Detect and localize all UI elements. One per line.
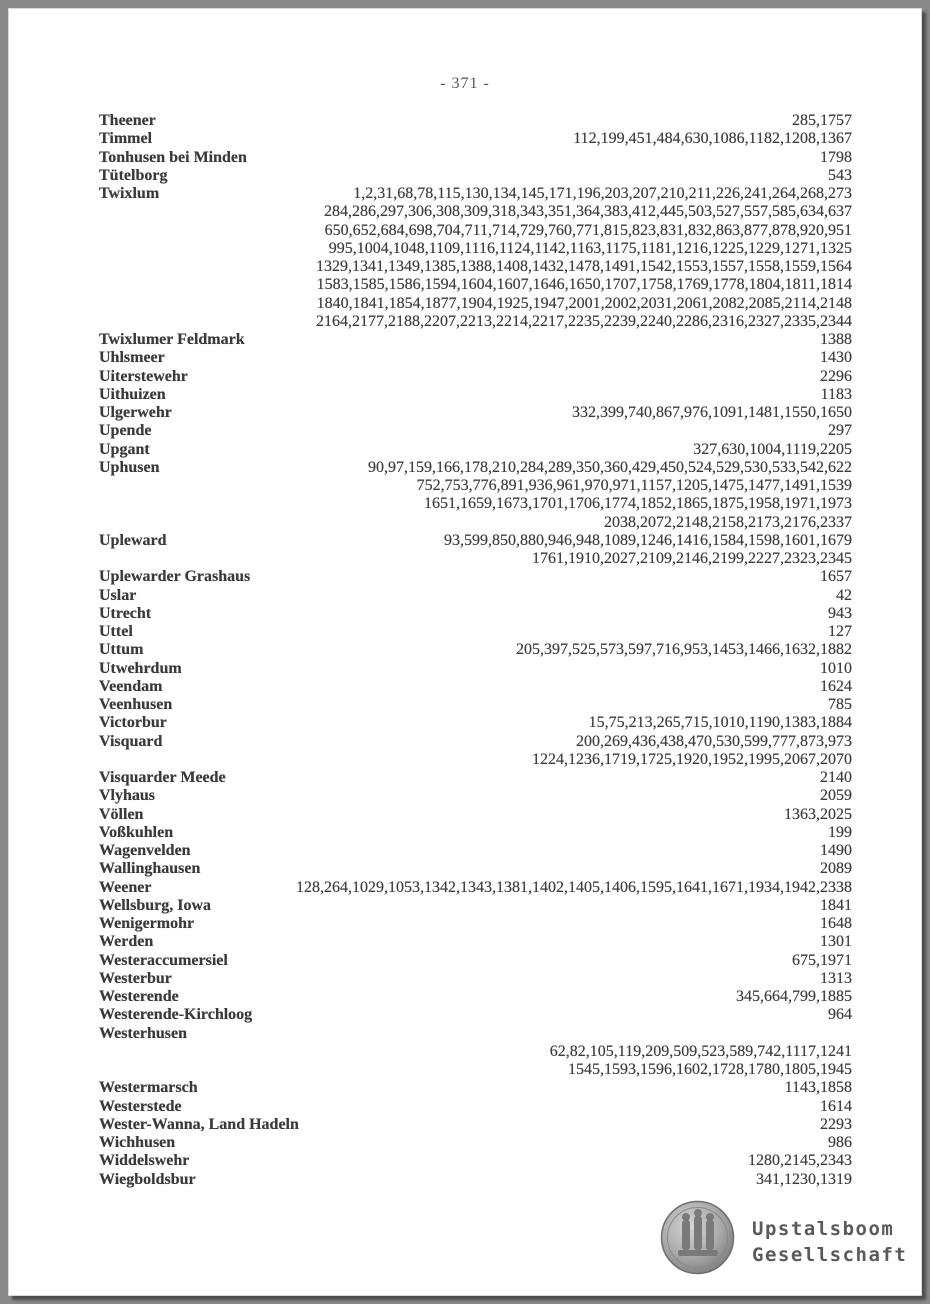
- index-entry: [99, 696, 852, 714]
- reference-line: 752,753,776,891,936,961,970,971,1157,1205,1475,1477,1491,1539: [416, 477, 852, 494]
- reference-line: 943: [828, 604, 852, 622]
- reference-numbers: [99, 167, 852, 185]
- index-entry: [99, 623, 852, 641]
- reference-numbers: [99, 806, 852, 824]
- place-name: Wenigermohr: [99, 915, 195, 932]
- reference-line: 2059: [820, 787, 852, 805]
- index-entry: [99, 824, 852, 842]
- reference-numbers: [99, 915, 852, 933]
- reference-line: 1657: [820, 568, 852, 586]
- reference-line: 1651,1659,1673,1701,1706,1774,1852,1865,1875,1958,1971,1973: [424, 495, 852, 513]
- place-name: Voßkuhlen: [99, 823, 174, 841]
- place-name: Upleward: [99, 531, 167, 549]
- reference-line: 1614: [820, 1097, 852, 1115]
- reference-line: 1545,1593,1596,1602,1728,1780,1805,1945: [568, 1061, 852, 1078]
- reference-line: [99, 1025, 852, 1043]
- place-name: Westeraccumersiel: [99, 951, 228, 969]
- reference-numbers: [99, 678, 852, 696]
- reference-line: 1143,1858: [784, 1079, 852, 1097]
- page-number: - 371 -: [440, 75, 490, 92]
- place-name: Uttel: [99, 623, 133, 640]
- index-entry: [99, 1116, 852, 1134]
- index-entry: [99, 532, 852, 569]
- reference-numbers: [99, 185, 852, 331]
- reference-line: 2164,2177,2188,2207,2213,2214,2217,2235,2239,2240,2286,2316,2327,2335,2344: [316, 312, 852, 330]
- reference-line: 1798: [820, 148, 852, 166]
- reference-line: 1388: [820, 331, 852, 348]
- index-entry: [99, 1134, 852, 1152]
- index-entry: [99, 1079, 852, 1097]
- reference-numbers: [99, 1152, 852, 1170]
- reference-line: 1301: [820, 933, 852, 951]
- reference-line: 1183: [820, 385, 852, 403]
- index-entry: [99, 605, 852, 623]
- place-name: Werden: [99, 933, 154, 951]
- reference-line: 345,664,799,1885: [736, 988, 852, 1005]
- index-entry: [99, 130, 852, 148]
- reference-numbers: [99, 842, 852, 860]
- reference-numbers: [99, 623, 852, 641]
- reference-line: 1,2,31,68,78,115,130,134,145,171,196,203,207,210,211,226,241,264,268,273: [353, 185, 852, 202]
- place-name: Vlyhaus: [99, 787, 156, 805]
- index-entry: [99, 952, 852, 970]
- index-entry: [99, 1171, 852, 1189]
- index-entry: [99, 349, 852, 367]
- reference-numbers: [99, 422, 852, 440]
- place-name: Westerende-Kirchloog: [99, 1006, 253, 1024]
- index-entry: [99, 879, 852, 897]
- place-name: Utrecht: [99, 604, 152, 622]
- society-name: [752, 1216, 907, 1268]
- reference-line: 93,599,850,880,946,948,1089,1246,1416,1584,1598,1601,1679: [444, 531, 852, 549]
- place-name: Timmel: [99, 130, 153, 148]
- place-name: Weener: [99, 878, 152, 896]
- index-entry: [99, 660, 852, 678]
- reference-line: 1490: [820, 842, 852, 859]
- place-name: Twixlum: [99, 185, 160, 202]
- reference-numbers: [99, 897, 852, 915]
- reference-line: 1430: [820, 349, 852, 367]
- reference-numbers: [99, 605, 852, 623]
- index-entry: [99, 404, 852, 422]
- reference-line: 1363,2025: [784, 805, 852, 823]
- index-entry: [99, 149, 852, 167]
- index-entry: [99, 842, 852, 860]
- index-entry: [99, 331, 852, 349]
- reference-line: 1329,1341,1349,1385,1388,1408,1432,1478,1491,1542,1553,1557,1558,1559,1564: [316, 258, 852, 275]
- reference-numbers: [99, 368, 852, 386]
- index-entry: [99, 1098, 852, 1116]
- index-entry: [99, 1006, 852, 1024]
- place-name: Wallinghausen: [99, 860, 201, 878]
- index-entry: [99, 897, 852, 915]
- reference-line: 1761,1910,2027,2109,2146,2199,2227,2323,2345: [532, 550, 852, 567]
- reference-numbers: [99, 988, 852, 1006]
- reference-numbers: [99, 1079, 852, 1097]
- reference-line: 205,397,525,573,597,716,953,1453,1466,1632,1882: [516, 641, 852, 659]
- reference-line: 1841: [820, 896, 852, 914]
- reference-numbers: [99, 714, 852, 732]
- reference-line: 2293: [820, 1115, 852, 1133]
- reference-line: 62,82,105,119,209,509,523,589,742,1117,1241: [549, 1042, 852, 1060]
- reference-line: 297: [828, 422, 852, 440]
- reference-numbers: [99, 386, 852, 404]
- place-name: Wellsburg, Iowa: [99, 896, 212, 914]
- place-name: Visquarder Meede: [99, 769, 226, 786]
- reference-line: 986: [828, 1134, 852, 1151]
- place-name: Wagenvelden: [99, 842, 191, 859]
- reference-line: 1624: [820, 677, 852, 695]
- reference-numbers: [99, 933, 852, 951]
- index-entry: [99, 422, 852, 440]
- reference-numbers: [99, 879, 852, 897]
- upstalsboom-seal-icon: [660, 1200, 735, 1275]
- place-name: Westerstede: [99, 1097, 182, 1115]
- place-name: Veenhusen: [99, 696, 173, 713]
- index-entry: [99, 678, 852, 696]
- reference-line: 285,1757: [792, 112, 852, 129]
- reference-line: 90,97,159,166,178,210,284,289,350,360,429,450,524,529,530,533,542,622: [368, 458, 852, 476]
- index-entry: [99, 185, 852, 331]
- place-name: Twixlumer Feldmark: [99, 331, 245, 348]
- index-entry: [99, 641, 852, 659]
- index-entry: [99, 368, 852, 386]
- place-name: Ulgerwehr: [99, 404, 172, 421]
- reference-line: 1280,2145,2343: [748, 1152, 852, 1170]
- index-entry: [99, 568, 852, 586]
- reference-numbers: [99, 1134, 852, 1152]
- place-name: Westerhusen: [99, 1024, 187, 1042]
- reference-line: 1840,1841,1854,1877,1904,1925,1947,2001,2002,2031,2061,2082,2085,2114,2148: [316, 294, 852, 312]
- place-name: Wester-Wanna, Land Hadeln: [99, 1115, 299, 1133]
- place-name: Visquard: [99, 732, 163, 750]
- reference-line: 199: [828, 823, 852, 841]
- reference-line: 1224,1236,1719,1725,1920,1952,1995,2067,2070: [532, 750, 852, 768]
- place-name: Uphusen: [99, 458, 160, 476]
- reference-numbers: [99, 587, 852, 605]
- reference-line: 1313: [820, 969, 852, 987]
- reference-numbers: [99, 130, 852, 148]
- reference-line: 112,199,451,484,630,1086,1182,1208,1367: [573, 130, 852, 148]
- place-name: Westerende: [99, 988, 179, 1005]
- reference-numbers: [99, 441, 852, 459]
- place-name: Uplewarder Grashaus: [99, 568, 251, 586]
- place-name: Veendam: [99, 677, 163, 695]
- reference-numbers: [99, 1171, 852, 1189]
- reference-line: 2296: [820, 367, 852, 385]
- index-entry: [99, 769, 852, 787]
- place-name: Westermarsch: [99, 1079, 198, 1097]
- place-name: Tonhusen bei Minden: [99, 148, 247, 166]
- reference-numbers: [99, 532, 852, 569]
- reference-line: 284,286,297,306,308,309,318,343,351,364,383,412,445,503,527,557,585,634,637: [324, 203, 852, 221]
- place-name: Westerbur: [99, 969, 172, 987]
- index-entry: [99, 933, 852, 951]
- reference-numbers: [99, 459, 852, 532]
- reference-numbers: [99, 824, 852, 842]
- reference-numbers: [99, 349, 852, 367]
- reference-line: 543: [828, 166, 852, 184]
- index-entry: [99, 806, 852, 824]
- reference-numbers: [99, 733, 852, 770]
- reference-numbers: [99, 696, 852, 714]
- index-entry: [99, 787, 852, 805]
- place-name: Widdelswehr: [99, 1152, 190, 1170]
- place-name: Utwehrdum: [99, 659, 182, 677]
- society-name-line-1: Upstalsboom: [752, 1218, 895, 1240]
- reference-line: 2089: [820, 860, 852, 878]
- reference-line: 341,1230,1319: [756, 1170, 852, 1188]
- reference-line: 995,1004,1048,1109,1116,1124,1142,1163,1175,1181,1216,1225,1229,1271,1325: [328, 239, 852, 257]
- place-name: Tütelborg: [99, 166, 168, 184]
- reference-line: 127: [828, 623, 852, 640]
- reference-numbers: [99, 404, 852, 422]
- reference-line: 964: [828, 1006, 852, 1024]
- reference-line: 327,630,1004,1119,2205: [693, 440, 852, 458]
- reference-line: 650,652,684,698,704,711,714,729,760,771,815,823,831,832,863,877,878,920,951: [324, 221, 852, 239]
- reference-line: 785: [828, 696, 852, 713]
- place-name: Uttum: [99, 641, 144, 659]
- reference-line: 15,75,213,265,715,1010,1190,1383,1884: [588, 714, 852, 732]
- reference-numbers: [99, 1025, 852, 1080]
- place-name: Upgant: [99, 440, 150, 458]
- reference-line: 1583,1585,1586,1594,1604,1607,1646,1650,1707,1758,1769,1778,1804,1811,1814: [316, 276, 852, 294]
- reference-line: 200,269,436,438,470,530,599,777,873,973: [576, 732, 852, 750]
- index-entry: [99, 112, 852, 130]
- index-entry: [99, 459, 852, 532]
- index-entry: [99, 860, 852, 878]
- place-name: Uslar: [99, 586, 137, 604]
- place-name: Victorbur: [99, 714, 167, 732]
- place-name: Uithuizen: [99, 385, 166, 403]
- index-entry: [99, 733, 852, 770]
- place-name: Uhlsmeer: [99, 349, 165, 367]
- index-entry: [99, 915, 852, 933]
- index-entry: [99, 167, 852, 185]
- place-name: Upende: [99, 422, 152, 440]
- place-name: Völlen: [99, 805, 144, 823]
- reference-line: 675,1971: [792, 951, 852, 969]
- place-name: Wiegboldsbur: [99, 1170, 196, 1188]
- index-entry: [99, 441, 852, 459]
- index-entry: [99, 386, 852, 404]
- index-entry: [99, 714, 852, 732]
- society-name-line-2: Gesellschaft: [752, 1244, 908, 1266]
- reference-line: 42: [836, 586, 852, 604]
- reference-line: 128,264,1029,1053,1342,1343,1381,1402,1405,1406,1595,1641,1671,1934,1942,2338: [296, 878, 852, 896]
- index-entry: [99, 970, 852, 988]
- reference-line: 2140: [820, 769, 852, 786]
- reference-line: 1648: [820, 915, 852, 932]
- reference-numbers: [99, 660, 852, 678]
- reference-numbers: [99, 1098, 852, 1116]
- reference-numbers: [99, 787, 852, 805]
- index-entry: [99, 1152, 852, 1170]
- place-name: Wichhusen: [99, 1134, 176, 1151]
- index-entry: [99, 587, 852, 605]
- reference-numbers: [99, 112, 852, 130]
- reference-numbers: [99, 970, 852, 988]
- reference-line: 2038,2072,2148,2158,2173,2176,2337: [604, 513, 852, 531]
- index-entry: [99, 1025, 852, 1080]
- index-entry: [99, 988, 852, 1006]
- reference-line: 332,399,740,867,976,1091,1481,1550,1650: [572, 404, 852, 421]
- place-name: Theener: [99, 112, 156, 129]
- reference-numbers: [99, 860, 852, 878]
- place-name: Uiterstewehr: [99, 367, 188, 385]
- reference-numbers: [99, 641, 852, 659]
- reference-line: 1010: [820, 659, 852, 677]
- place-index: [99, 112, 852, 1189]
